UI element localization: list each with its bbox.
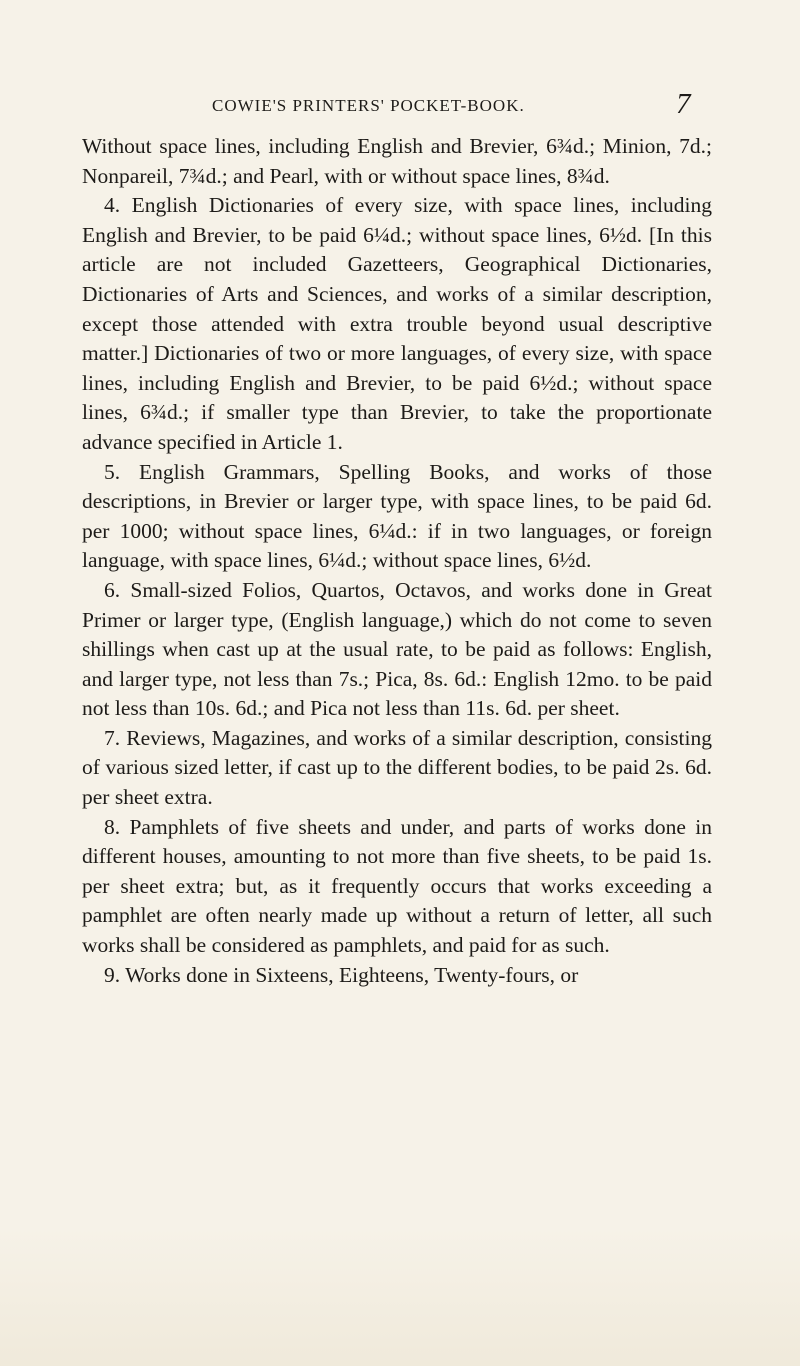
page-header (0, 88, 800, 128)
paragraph-continuation: Without space lines, including English and Brevier, 6¾d.; Minion, 7d.; Nonpareil, 7¾d.; and Pearl, with or without space lines, 8¾d. (82, 134, 712, 188)
paragraph-article-6: 6. Small-sized Folios, Quartos, Octavos, and works done in Great Primer or larger type, (English language,) which do not come to seven shillings when cast up at the usual rate, to be paid as follows: English, and larger type, not less than 7s.; Pica, 8s. 6d.: English 12mo. to be paid not less than 10s. 6d.; and Pica not less than 11s. 6d. per sheet. (82, 577, 712, 721)
paragraph-article-7: 7. Reviews, Magazines, and works of a similar description, consisting of various sized letter, if cast up to the different bodies, to be paid 2s. 6d. per sheet extra. (82, 725, 712, 810)
paragraph-article-5: 5. English Grammars, Spelling Books, and works of those descriptions, in Brevier or larger type, with space lines, to be paid 6d. per 1000; without space lines, 6¼d.: if in two languages, or foreign language, with space lines, 6¼d.; without space lines, 6½d. (82, 459, 712, 573)
paragraph-article-8: 8. Pamphlets of five sheets and under, and parts of works done in different houses, amounting to not more than five sheets, to be paid 1s. per sheet extra; but, as it frequently occurs that works exceeding a pamphlet are often nearly made up without a return of letter, all such works shall be considered as pamphlets, and paid for as such. (82, 814, 712, 958)
running-title: COWIE'S PRINTERS' POCKET-BOOK. (212, 96, 525, 115)
paper-shading (0, 1226, 800, 1366)
page-body (82, 132, 712, 990)
paragraph-article-9: 9. Works done in Sixteens, Eighteens, Twenty-fours, or (104, 962, 579, 987)
paragraph-article-4: 4. English Dictionaries of every size, with space lines, including English and Brevier, to be paid 6¼d.; without space lines, 6½d. [In this article are not included Gazetteers, Geographical Dictionaries, Dictionaries of Arts and Sciences, and works of a similar description, except those attended with extra trouble beyond usual descriptive matter.] Dictionaries of two or more languages, of every size, with space lines, including English and Brevier, to be paid 6½d.; without space lines, 6¾d.; if smaller type than Brevier, to take the proportionate advance specified in Article 1. (82, 193, 712, 454)
page-number: 7 (676, 88, 691, 120)
